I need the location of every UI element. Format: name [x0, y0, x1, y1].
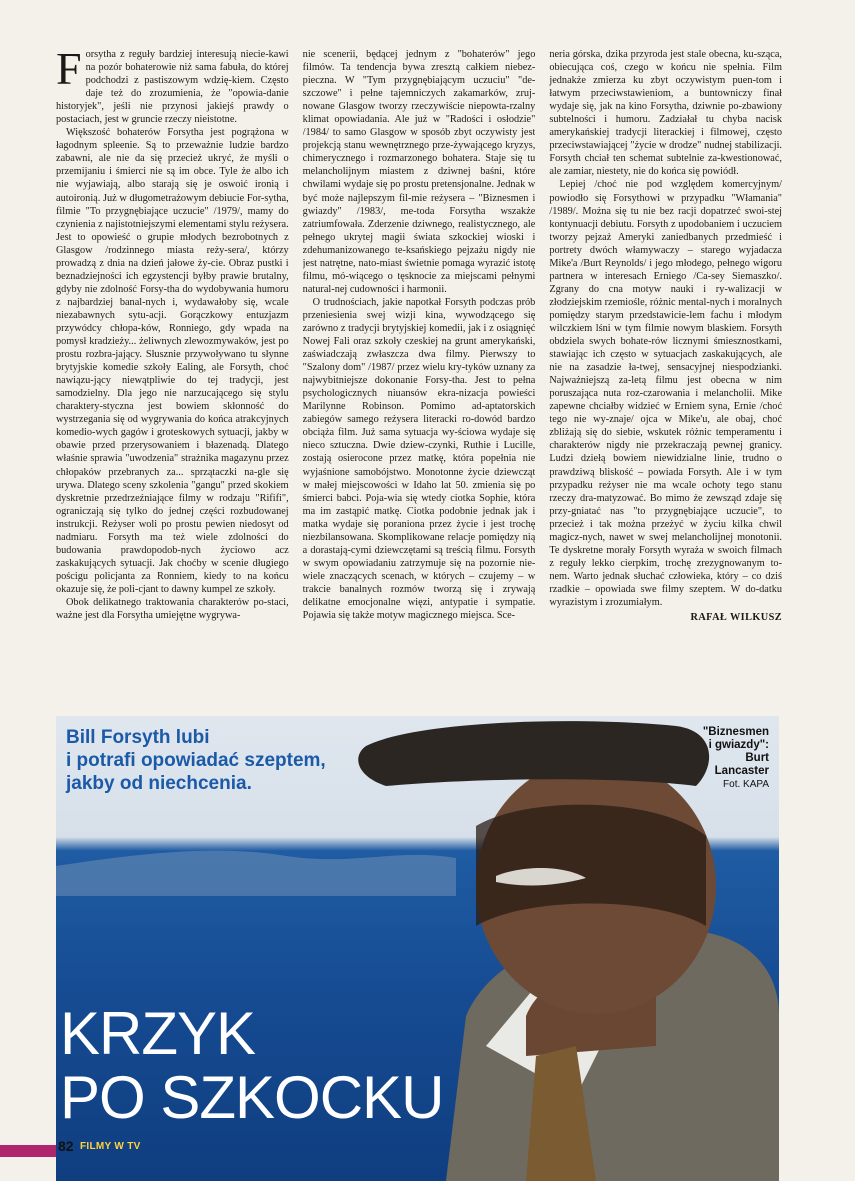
paragraph: Lepiej /choć nie pod względem komercyjnym/ powiodło się Forsythowi w przypadku "Włamania" /1989/. Można się tu nie bez racji dopatrzeć swoi-stej kontynuacji debiutu. Forsyth z upodobaniem i uczuciem tworzy pejzaż Ameryki zaniedbanych przedmieść i portrety dwóch włamywaczy – starego wyjadacza Mike'a /Burt Reynolds/ i jego młodego, pełnego wigoru partnera w interesach Erniego /Ca-sey Siemaszko/. Zgrany do cna motyw nauki i ry-walizacji w złodziejskim rzemiośle, różnic mental-nych i moralnych pomiędzy starym przedstawicie-lem fachu i młodym wilczkiem lśni w tym filmie nowym blaskiem. Forsyth obdziela swych bohate-rów licznymi śmiesznostkami, stawiając ich często w sytuacjach zaskakujących, ale nie na zasadzie ła-twej, sensacyjnej niespodzianki. Najważniejszą za-letą filmu jest obecna w nim poruszająca nuta roz-czarowania i melancholii. Mike zapewne chciałby widzieć w Erniem syna, Ernie /choć tego nie wy-znaje/ ojca w Mike'u, ale obaj, choć zbliżają się do siebie, wskutek różnic temperamentu i charakterów nigdy nie przekraczają pewnej granicy. Ludzi dziełą bowiem niewidzialne linie, trudno o prawdziwą bliskość – powiada Forsyth. Ale i w tym przypadku reżyser nie ma wcale ochoty tego stanu rzeczy dra-matyzować. Bo mimo że zewsząd zdaje się przy-gniatać nas "to przygnębiające uczucie", to przecież i tak można przeżyć w życiu kilka chwil magicz-nych, nawet w swej melancholijnej monotonii. Te dyskretne morały Forsyth wyraża w swoich filmach z reguły lekko cierpkim, trochę zrezygnowanym to-nem. Warto jednak słuchać człowieka, który – co dziś rzadkie – opowiada swe filmy szeptem. W do-datku wyrazistym i zrozumiałym. — [549, 179, 783, 608]
caption-line: Lancaster — [714, 765, 769, 777]
headline-line: Bill Forsyth lubi — [66, 727, 210, 748]
caption-line: i gwiazdy": — [708, 739, 769, 751]
paragraph: O trudnościach, jakie napotkał Forsyth podczas prób przeniesienia swej wizji kina, wywodzącego się zarówno z tradycji brytyjskiej komedii, jak i z osiągnięć Nowej Fali oraz szkoły czeskiej na grunt amerykański, zaświadczają zwłaszcza dwa filmy. Pierwszy to "Szalony dom" /1987/ przez wielu kry-tyków uznany za najwybitniejsze dokonanie Forsy-tha. Jest to pełna psychologicznych niuansów ekra-nizacja powieści Marilynne Robinson. Pomimo ad-aptatorskich zabiegów samego reżysera literacki ro-dowód bardzo obciąża film. Już sama sytuacja wy-ściowa wydaje się nieco sztuczna. Dwie dziew-czynki, Ruthie i Lucille, zostają osierocone przez matkę, która popełnia nie wyjaśnione samobójstwo. Monotonne życie dziewcząt w małej miejscowości w Idaho lat 50. zmienia się po śmierci babci. Poja-wia się wtedy ciotka Sophie, która ma im zastąpić matkę. Ciotka podobnie jednak jak i matka wydaje się poraniona przez życie i jest trochę niezbilansowana. Skomplikowane relacje pomiędzy nią a dorastają-cymi dziewczętami są treścią filmu. Forsyth w swym opowiadaniu zatrzymuje się na pozornie nie-wiele znaczących scenach, w których – czujemy – w trakcie banalnych rozmów tworzą się i zrywają delikatne emocjonalne więzi, antypatie i sympatie. Pojawia się także motyw magicznego miejsca. Sce- — [302, 296, 536, 622]
footer-color-bar — [0, 1145, 56, 1157]
paragraph: Obok delikatnego traktowania charakterów po-staci, ważne jest dla Forsytha umiejętne wygrywa- — [56, 596, 289, 622]
caption-line: Burt — [745, 752, 769, 764]
article-column-1 — [56, 48, 289, 698]
magazine-name: FILMY W TV — [80, 1141, 141, 1152]
caption-line: "Biznesmen — [702, 726, 769, 738]
film-still-photo — [56, 716, 779, 1181]
paragraph — [56, 48, 289, 126]
article-column-3 — [549, 48, 782, 698]
paragraph: neria górska, dzika przyroda jest stale obecna, ku-sząca, obiecująca coś, czego w końcu nie spełnia. Film jednakże zmierza ku zbyt oczywistym puen-tom i łatwym przeciwstawieniom, a buntowniczy finał wydaje się, jak na kino Forsytha, dziwnie po-zbawiony subtelności i humoru. Zadziałał tu chyba nacisk amerykańskiej tradycji literackiej i filmowej, często przeciwstawiającej "życie w drodze" nudnej stabilizacji. Forsyth chciał ten schemat subtelnie za-kwestionować, ale zamiar, niestety, nie do końca się powiódł. — [549, 49, 783, 178]
distant-hills — [56, 851, 456, 896]
photo-headline — [66, 726, 326, 795]
title-line: PO SZKOCKU — [60, 1064, 444, 1131]
paragraph: Większość bohaterów Forsytha jest pogrążona w łagodnym spleenie. Są to przeważnie ludzie bardzo zabawni, ale nie da się przecież ukryć, że myśli o przemijaniu i śmierci nie są im obce. Tyle że albo ich nie wyjawiają, albo starają się je oswoić ironią i autoironią. Już w długometrażowym debiucie For-sytha, filmie "To przygnębiające uczucie" /1979/, mamy do czynienia z najistotniejszymi elementami stylu reżysera. Jest to opowieść o grupie młodych bezrobotnych z Glasgow /rodzinnego miasta reży-sera/, którzy prowadzą z dnia na dzień jałowe ży-cie. Obraz pustki i beznadziejności ich egzystencji byłby prawie brutalny, gdyby nie zdolność Forsy-tha do wydobywania humoru z najbardziej banal-nych i, wydawałoby się, wcale niezabawnych sytu-acji. Gorączkowy entuzjazm przywódcy chłopa-ków, Ronniego, gdy wpada na pomysł kradzieży... żeliwnych zlewozmywaków, jest po prostu rozbra-jający. Słusznie przywoływano tu słynne brytyjskie komedie szkoły Ealing, ale Forsyth, choć nawiązu-jący niewątpliwie do tej tradycji, jest samodzielny. Dla jego nie narzucającego się stylu charaktery-styczna jest bowiem skłonność do wystrzegania się od wygrywania do końca atrakcyjnych komedio-wych gagów i groteskowych sytuacji, jakby w obawie przed przerysowaniem i błazenadą. Dlatego właśnie sprawia "uwodzenia" strażnika magazynu przez chłopaków przebranych za... sprzątaczki na-gle się urywa. Dlatego sceny szkolenia "gangu" przed skokiem dyskretnie przedrzeźniające filmy w rodzaju "Rififi", ograniczają się tylko do jednej części rozbudowanej instrukcji. Reżyser woli po prostu pewien niedosyt od nadmiaru. Forsyth ma też wiele zdolności do budowania prawdopodob-nych życiowo acz zaskakujących sytuacji. Jak choćby w scenie długiego pościgu policjanta za Ronniem, kiedy to na końcu okazuje się, że poli-cjant to dawny kumpel ze szkoły. — [56, 127, 289, 595]
headline-line: jakby od niechcenia. — [66, 773, 252, 794]
page-number: 82 — [58, 1138, 74, 1154]
paragraph: nie scenerii, będącej jednym z "bohaterów" jego filmów. Ta tendencja bywa zresztą całkiem niebez-pieczna. W "Tym przygnębiającym uczuciu" "de-szczowe" i pełne tajemniczych zakamarków, zruj-nowane Glasgow tworzy rzeczywiście niepowta-rzalny klimat opowiadania. Ale już w "Radości i osłodzie" /1984/ to samo Glasgow w sposób zbyt oczywisty jest projekcją stanu wewnętrznego prze-żywającego kryzys, chimerycznego i rozmarzonego bohatera. Staje się tu melancholijnym miastem z dziwnej baśni, które chwilami wydaje się po prostu pretensjonalne. Jednak w być może najlepszym fil-mie reżysera – "Biznesmen i gwiazdy" /1983/, me-toda Forsytha wszakże zatriumfowała. Zderzenie dziwnego, realistycznego, ale pełnego ukrytej magii świata szkockiej wioski i zdehumanizowanego te-ksańskiego pejzażu nigdy nie jest natrętne, nato-miast świetnie pomaga wyrazić istotę filmu, mó-wiącego o tęsknocie za miejscami pełnymi natural-nej cudowności i harmonii. — [302, 49, 536, 295]
article-columns — [56, 48, 782, 698]
drop-cap: F — [56, 48, 82, 94]
title-line: KRZYK — [60, 1000, 256, 1067]
author-signature: RAFAŁ WILKUSZ — [690, 612, 783, 624]
photo-caption — [703, 726, 769, 791]
article-title — [60, 1002, 443, 1130]
photo-credit: Fot. KAPA — [723, 779, 769, 790]
flat-cap-shape — [358, 721, 709, 786]
article-column-2 — [303, 48, 536, 698]
paragraph-text: orsytha z reguły bardziej interesują niecie-kawi na pozór bohaterowie niż sama fabuła, do której podchodzi z pastiszowym wdzię-kiem. Często daje też do zrozumienia, że "opowia-danie historyjek", jeśli nie przynosi jakiejś prawdy o postaciach, jest w gruncie rzeczy nieistotne. — [56, 49, 289, 126]
headline-line: i potrafi opowiadać szeptem, — [66, 750, 326, 771]
